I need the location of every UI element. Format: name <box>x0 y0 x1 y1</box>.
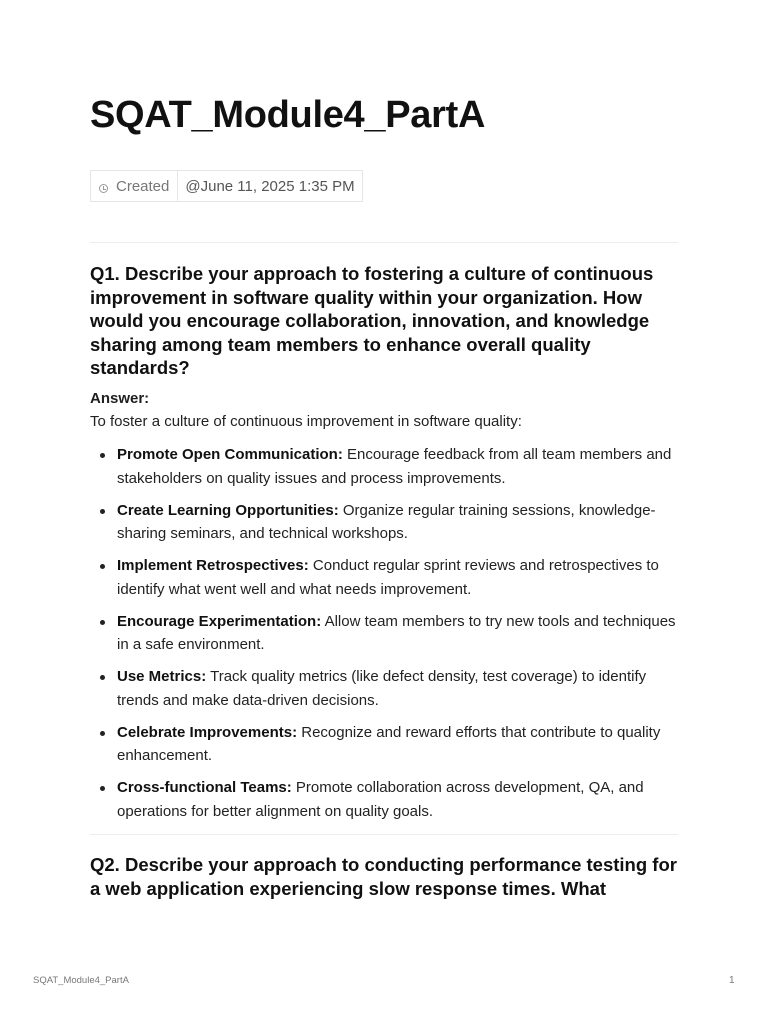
footer-page-number: 1 <box>729 975 735 986</box>
list-item-term: Create Learning Opportunities: <box>117 501 339 519</box>
property-value-date[interactable]: @June 11, 2025 1:35 PM <box>185 177 355 195</box>
list-item <box>90 721 680 768</box>
clock-icon <box>99 184 108 193</box>
answer-label: Answer: <box>90 390 150 407</box>
list-item-text: Track quality metrics (like defect density, test coverage) to identify trends and make data-driven decisions. <box>117 668 647 709</box>
answer-bullet-list <box>90 443 680 832</box>
divider <box>90 242 678 243</box>
bullet-icon <box>100 731 105 736</box>
list-item-term: Promote Open Communication: <box>117 446 343 463</box>
footer-doc-name: SQAT_Module4_PartA <box>33 975 129 986</box>
answer-intro: To foster a culture of continuous improvement in software quality: <box>90 413 522 430</box>
property-row-created <box>90 170 363 202</box>
list-item-text: Recognize and reward efforts that contribute to quality enhancement. <box>117 723 661 764</box>
list-item <box>90 499 680 546</box>
bullet-icon <box>100 675 105 680</box>
list-item-term: Implement Retrospectives: <box>117 557 309 574</box>
divider <box>90 834 678 835</box>
list-item-term: Encourage Experimentation: <box>117 612 322 630</box>
list-item-text: Allow team members to try new tools and techniques in a safe environment. <box>117 612 676 653</box>
list-item <box>90 776 680 823</box>
list-item-term: Celebrate Improvements: <box>117 723 298 741</box>
property-key <box>91 171 178 201</box>
question-1-heading: Q1. Describe your approach to fostering a culture of continuous improvement in software quality within your organization. How would you encourage collaboration, innovation, and knowledge sharing among team members to enhance overall quality standards? <box>90 263 654 378</box>
list-item <box>90 554 680 601</box>
page-title: SQAT_Module4_PartA <box>90 94 486 136</box>
list-item-term: Use Metrics: <box>117 668 207 685</box>
bullet-icon <box>100 786 105 791</box>
list-item-text: Conduct regular sprint reviews and retrospectives to identify what went well and what needs improvement. <box>117 557 659 598</box>
bullet-icon <box>100 509 105 514</box>
question-2-heading: Q2. Describe your approach to conducting performance testing for a web application experiencing slow response times. What <box>90 854 677 899</box>
bullet-icon <box>100 453 105 458</box>
list-item <box>90 610 680 657</box>
list-item <box>90 443 680 490</box>
list-item <box>90 665 680 712</box>
bullet-icon <box>100 620 105 625</box>
list-item-text: Promote collaboration across development, QA, and operations for better alignment on quality goals. <box>117 779 644 820</box>
list-item-text: Encourage feedback from all team members and stakeholders on quality issues and process improvements. <box>117 446 672 487</box>
list-item-term: Cross-functional Teams: <box>117 779 292 796</box>
bullet-icon <box>100 564 105 569</box>
property-key-label: Created <box>116 177 170 195</box>
list-item-text: Organize regular training sessions, knowledge-sharing seminars, and technical workshops. <box>117 501 656 542</box>
